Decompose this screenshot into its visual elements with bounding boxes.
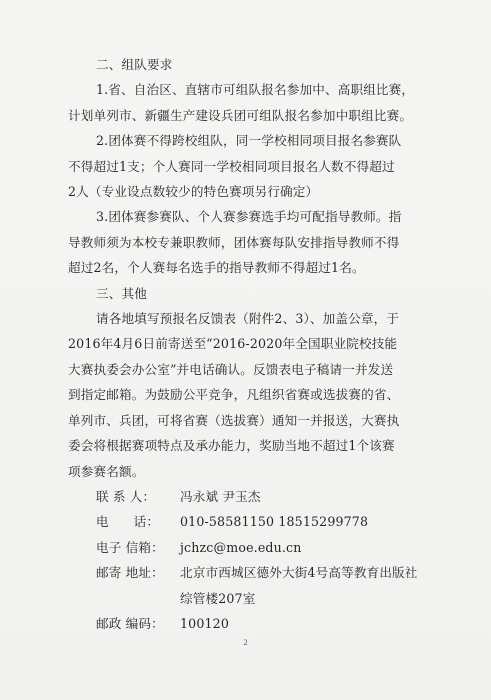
- phone-label: 电 话：: [96, 514, 160, 530]
- postal-code-label: 邮政 编码：: [96, 615, 164, 631]
- contact-person-row: [68, 484, 428, 509]
- email-row: [68, 535, 428, 560]
- address-label: 邮寄 地址：: [96, 565, 164, 581]
- team-rule-2: 2.团体赛不得跨校组队，同一学校相同项目报名参赛队 不得超过1支；个人赛同一学校相同项目报名人数不得超过 2人（专业设点数较少的特色赛项另行确定）: [68, 133, 402, 200]
- document-body: [68, 52, 428, 636]
- postal-code-row: [68, 611, 428, 636]
- contact-person-value: 冯永斌 尹玉杰: [180, 488, 261, 504]
- section-heading-other: 三、其他: [96, 285, 147, 301]
- other-paragraph: 请各地填写预报名反馈表（附件2、3）、加盖公章，于 2016年4月6日前寄送至“2016-2020年全国职业院校技能 大赛执委会办公室”并电话确认。反馈表电子稿请一并发送 到指定邮箱。为鼓励公平竞争，凡组织省赛或选拔赛的省、 单列市、兵团，可将省赛（选拔赛）通知一并报送，大赛执 委会将根据赛项特点及承办能力，奖励当地不超过1个该赛 项参赛名额。: [68, 311, 400, 479]
- phone-row: [68, 509, 428, 534]
- address-row: [68, 560, 428, 611]
- team-rule-1: 1.省、自治区、直辖市可组队报名参加中、高职组比赛， 计划单列市、新疆生产建设兵团可组队报名参加中职组比赛。: [68, 82, 415, 123]
- phone-value: 010-58581150 18515299778: [180, 514, 369, 530]
- contact-person-label: 联 系 人：: [96, 488, 156, 504]
- email-label: 电子 信箱：: [96, 539, 164, 555]
- section-heading-team-requirements: 二、组队要求: [96, 57, 173, 72]
- address-value: 北京市西城区德外大街4号高等教育出版社 综管楼207室: [180, 565, 418, 606]
- contact-info: [68, 484, 428, 636]
- page-number: 2: [243, 638, 248, 647]
- postal-code-value: 100120: [180, 615, 229, 631]
- team-rule-3: 3.团体赛参赛队、个人赛参赛选手均可配指导教师。指 导教师须为本校专兼职教师，团体赛每队安排指导教师不得 超过2名，个人赛每名选手的指导教师不得超过1名。: [68, 209, 402, 276]
- email-value: jchzc@moe.edu.cn: [180, 539, 302, 555]
